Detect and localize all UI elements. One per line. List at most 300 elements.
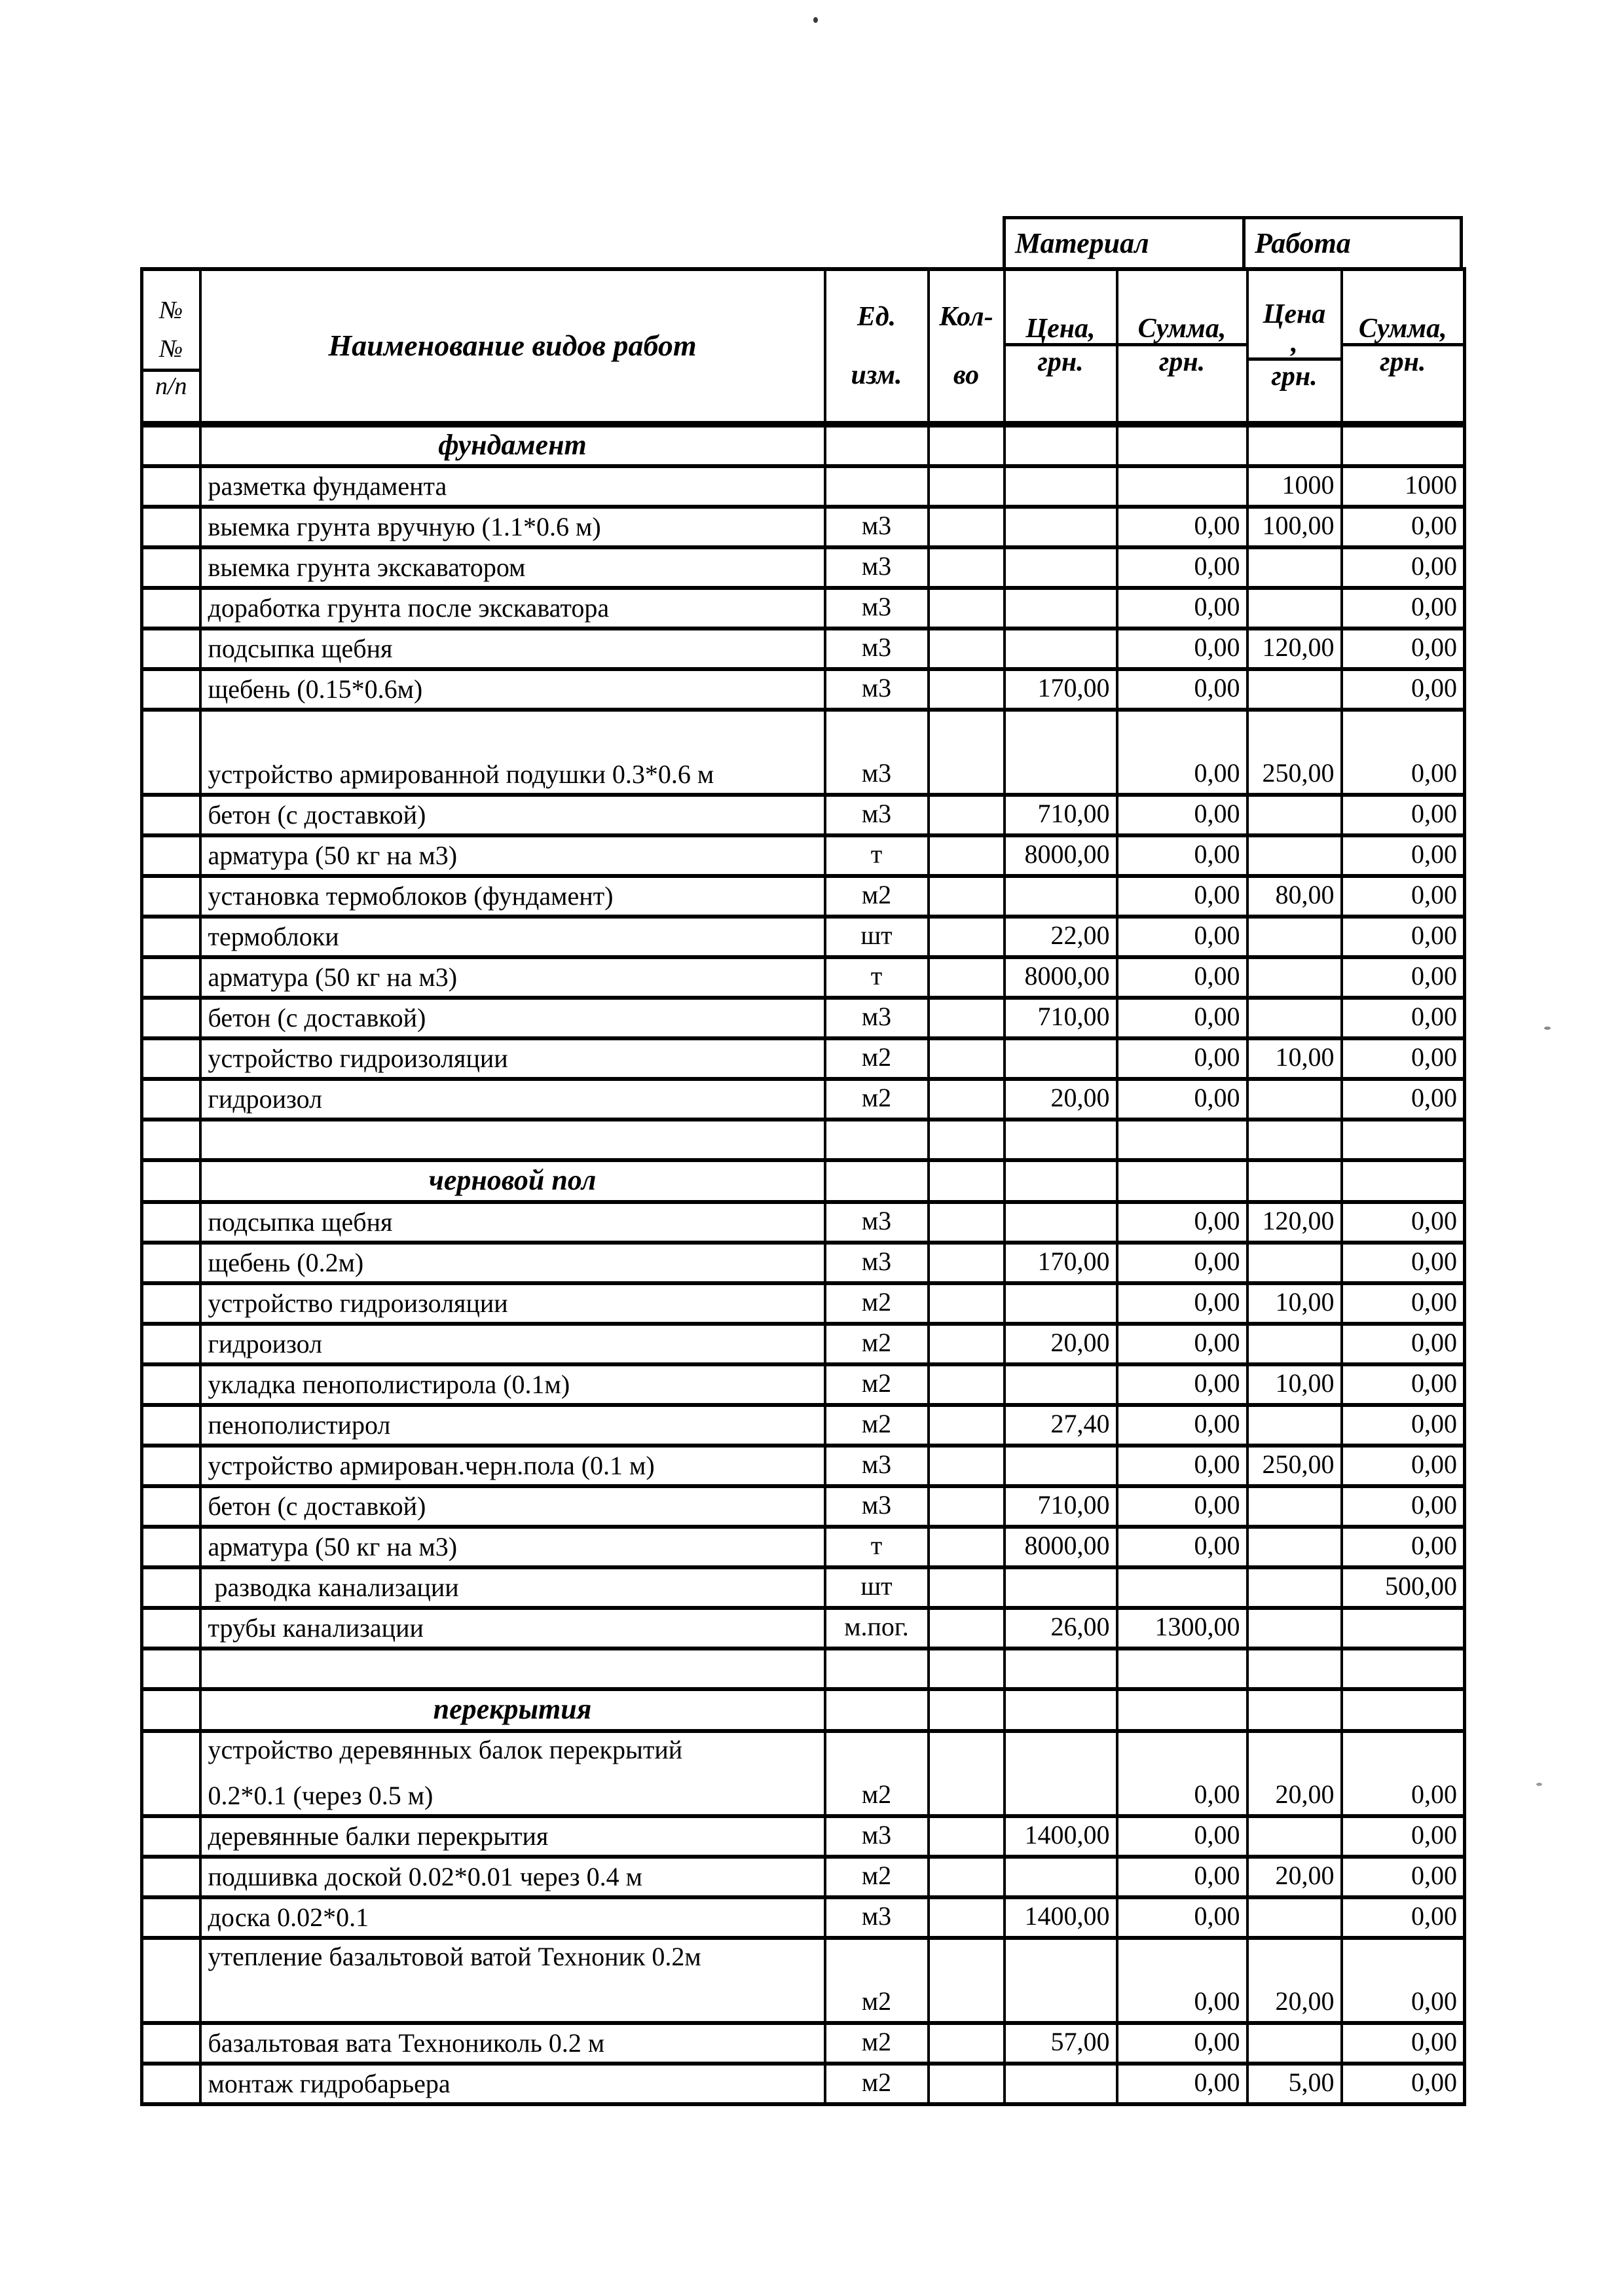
cell-material-sum	[1117, 466, 1247, 507]
cell-name: установка термоблоков (фундамент)	[200, 876, 825, 917]
table-row	[142, 588, 1465, 629]
cell-qty	[929, 1857, 1005, 1897]
table-row	[142, 1567, 1465, 1608]
cell-material-sum: 0,00	[1117, 1243, 1247, 1283]
cell-work-sum: 0,00	[1342, 957, 1465, 998]
cell-name: подсыпка щебня	[200, 1202, 825, 1243]
cell-work-sum: 0,00	[1342, 1857, 1465, 1897]
cell-work-sum: 0,00	[1342, 547, 1465, 588]
cell-material-price	[1005, 629, 1117, 669]
cell-work-price	[1247, 1324, 1342, 1364]
cell-qty	[929, 1202, 1005, 1243]
cell-material-sum: 0,00	[1117, 1897, 1247, 1938]
cell-work-sum: 0,00	[1342, 1038, 1465, 1079]
cell-num	[142, 1405, 200, 1446]
cell-unit: м3	[825, 507, 929, 547]
cell-unit	[825, 1160, 929, 1202]
cell-name: разводка канализации	[200, 1567, 825, 1608]
cell-qty	[929, 2064, 1005, 2104]
cell-material-sum: 0,00	[1117, 1364, 1247, 1405]
scan-speck	[1544, 1027, 1551, 1030]
cell-material-sum: 0,00	[1117, 1079, 1247, 1120]
cell-num	[142, 1527, 200, 1567]
cell-material-price	[1005, 876, 1117, 917]
cell-work-price	[1247, 835, 1342, 876]
cell-material-sum: 0,00	[1117, 835, 1247, 876]
cell-work-sum: 0,00	[1342, 1446, 1465, 1486]
cell-name: монтаж гидробарьера	[200, 2064, 825, 2104]
cell-unit: м3	[825, 1897, 929, 1938]
cell-qty	[929, 1567, 1005, 1608]
table-row	[142, 1938, 1465, 2023]
cell-material-sum	[1117, 1689, 1247, 1731]
cell-num	[142, 547, 200, 588]
cell-num	[142, 1689, 200, 1731]
cell-material-sum: 0,00	[1117, 1527, 1247, 1567]
section-row	[142, 1689, 1465, 1731]
cell-qty	[929, 547, 1005, 588]
scan-speck	[813, 17, 818, 23]
table-row	[142, 917, 1465, 957]
table-row	[142, 1202, 1465, 1243]
cell-unit: т	[825, 957, 929, 998]
cell-work-price	[1247, 917, 1342, 957]
table-row	[142, 507, 1465, 547]
cell-material-sum: 0,00	[1117, 2064, 1247, 2104]
cell-material-sum	[1117, 1649, 1247, 1689]
cell-material-price	[1005, 507, 1117, 547]
cell-qty	[929, 1527, 1005, 1567]
cell-work-sum: 0,00	[1342, 710, 1465, 795]
cell-material-price: 710,00	[1005, 795, 1117, 835]
cell-num	[142, 424, 200, 466]
cell-work-sum: 1000	[1342, 466, 1465, 507]
header-material-sum: Сумма, грн.	[1117, 269, 1247, 424]
cell-name: трубы канализации	[200, 1608, 825, 1649]
cell-material-sum: 0,00	[1117, 710, 1247, 795]
cell-material-price	[1005, 1120, 1117, 1160]
cell-material-sum: 0,00	[1117, 588, 1247, 629]
cell-name: устройство гидроизоляции	[200, 1038, 825, 1079]
cell-qty	[929, 710, 1005, 795]
cell-work-price	[1247, 1486, 1342, 1527]
cell-qty	[929, 1446, 1005, 1486]
table-row	[142, 2064, 1465, 2104]
cell-material-sum: 0,00	[1117, 1283, 1247, 1324]
cell-work-price	[1247, 1079, 1342, 1120]
cell-qty	[929, 876, 1005, 917]
cell-material-price: 57,00	[1005, 2023, 1117, 2064]
cell-work-sum: 0,00	[1342, 1897, 1465, 1938]
cell-unit: м2	[825, 2023, 929, 2064]
cell-work-sum: 0,00	[1342, 1364, 1465, 1405]
cell-name: арматура (50 кг на м3)	[200, 1527, 825, 1567]
cell-unit	[825, 1649, 929, 1689]
cell-work-price	[1247, 669, 1342, 710]
cell-unit: м3	[825, 710, 929, 795]
table-row	[142, 1324, 1465, 1364]
cell-name: арматура (50 кг на м3)	[200, 835, 825, 876]
cell-num	[142, 2064, 200, 2104]
cell-work-sum: 0,00	[1342, 1938, 1465, 2023]
cell-work-price	[1247, 1897, 1342, 1938]
cell-name: пенополистирол	[200, 1405, 825, 1446]
cell-work-sum: 0,00	[1342, 507, 1465, 547]
cell-num	[142, 1038, 200, 1079]
cell-unit	[825, 1120, 929, 1160]
cell-material-sum: 0,00	[1117, 629, 1247, 669]
cell-material-price: 170,00	[1005, 669, 1117, 710]
cell-work-price	[1247, 588, 1342, 629]
cell-name: утепление базальтовой ватой Техноник 0.2м	[200, 1938, 825, 2023]
cell-name: гидроизол	[200, 1324, 825, 1364]
cell-num	[142, 1897, 200, 1938]
cell-material-price	[1005, 424, 1117, 466]
cell-unit: м2	[825, 1405, 929, 1446]
cell-work-price	[1247, 1816, 1342, 1857]
cell-work-sum	[1342, 1160, 1465, 1202]
table-row	[142, 1364, 1465, 1405]
cell-material-price	[1005, 1689, 1117, 1731]
cell-work-sum: 500,00	[1342, 1567, 1465, 1608]
cell-num	[142, 876, 200, 917]
cell-work-price: 120,00	[1247, 1202, 1342, 1243]
cell-num	[142, 466, 200, 507]
cell-material-price: 710,00	[1005, 1486, 1117, 1527]
cell-work-sum: 0,00	[1342, 1816, 1465, 1857]
cell-qty	[929, 1486, 1005, 1527]
cell-name: бетон (с доставкой)	[200, 1486, 825, 1527]
cell-work-sum: 0,00	[1342, 1283, 1465, 1324]
cell-qty	[929, 669, 1005, 710]
cell-material-price: 20,00	[1005, 1324, 1117, 1364]
cell-unit	[825, 466, 929, 507]
cell-material-price: 710,00	[1005, 998, 1117, 1038]
cell-num	[142, 1731, 200, 1816]
table-row	[142, 1897, 1465, 1938]
cell-work-price	[1247, 424, 1342, 466]
cell-unit: м3	[825, 1816, 929, 1857]
cell-qty	[929, 507, 1005, 547]
table-row	[142, 876, 1465, 917]
cell-name: гидроизол	[200, 1079, 825, 1120]
cell-work-price	[1247, 957, 1342, 998]
header-material-price: Цена, грн.	[1005, 269, 1117, 424]
table-row	[142, 466, 1465, 507]
cell-material-price: 1400,00	[1005, 1897, 1117, 1938]
cell-qty	[929, 998, 1005, 1038]
cell-qty	[929, 1608, 1005, 1649]
cell-work-sum: 0,00	[1342, 1243, 1465, 1283]
cell-work-price	[1247, 795, 1342, 835]
cell-name: подшивка доской 0.02*0.01 через 0.4 м	[200, 1857, 825, 1897]
cell-name: базальтовая вата Технониколь 0.2 м	[200, 2023, 825, 2064]
cell-num	[142, 1446, 200, 1486]
section-title: перекрытия	[200, 1689, 825, 1731]
cell-num	[142, 1649, 200, 1689]
cell-name: разметка фундамента	[200, 466, 825, 507]
work-group-header: Работа	[1246, 216, 1463, 267]
estimate-table-sheet	[140, 216, 1463, 2106]
cell-name: бетон (с доставкой)	[200, 998, 825, 1038]
table-row	[142, 1038, 1465, 1079]
cell-qty	[929, 1324, 1005, 1364]
cell-work-sum: 0,00	[1342, 2023, 1465, 2064]
cell-num	[142, 669, 200, 710]
cell-work-price	[1247, 1567, 1342, 1608]
cell-material-price	[1005, 1160, 1117, 1202]
cell-qty	[929, 1405, 1005, 1446]
cell-qty	[929, 1731, 1005, 1816]
cell-work-sum: 0,00	[1342, 835, 1465, 876]
cell-qty	[929, 2023, 1005, 2064]
cell-material-price: 8000,00	[1005, 835, 1117, 876]
cell-work-price	[1247, 1689, 1342, 1731]
cell-name: доработка грунта после экскаватора	[200, 588, 825, 629]
cell-name: термоблоки	[200, 917, 825, 957]
row-number-pp: п/п	[155, 372, 187, 400]
cell-num	[142, 1202, 200, 1243]
cell-unit: м2	[825, 876, 929, 917]
cell-material-sum: 0,00	[1117, 2023, 1247, 2064]
cell-qty	[929, 629, 1005, 669]
cell-material-sum: 0,00	[1117, 1731, 1247, 1816]
cell-material-sum: 0,00	[1117, 507, 1247, 547]
cell-work-sum: 0,00	[1342, 629, 1465, 669]
cell-unit: м3	[825, 998, 929, 1038]
cell-work-price: 10,00	[1247, 1283, 1342, 1324]
cell-num	[142, 917, 200, 957]
cell-work-sum: 0,00	[1342, 669, 1465, 710]
cell-work-price: 250,00	[1247, 710, 1342, 795]
cell-material-price	[1005, 1283, 1117, 1324]
cell-material-price: 170,00	[1005, 1243, 1117, 1283]
cell-material-price	[1005, 1202, 1117, 1243]
cell-material-sum	[1117, 424, 1247, 466]
cell-name: щебень (0.2м)	[200, 1243, 825, 1283]
cell-material-price	[1005, 1938, 1117, 2023]
cell-qty	[929, 1283, 1005, 1324]
cell-work-sum	[1342, 1649, 1465, 1689]
cell-unit: м3	[825, 1486, 929, 1527]
cell-work-price: 250,00	[1247, 1446, 1342, 1486]
cell-name: устройство армированной подушки 0.3*0.6 м	[200, 710, 825, 795]
table-row	[142, 669, 1465, 710]
table-row	[142, 1079, 1465, 1120]
cell-material-price	[1005, 466, 1117, 507]
cell-name: укладка пенополистирола (0.1м)	[200, 1364, 825, 1405]
table-row	[142, 1283, 1465, 1324]
cell-num	[142, 1567, 200, 1608]
cell-work-sum: 0,00	[1342, 1324, 1465, 1364]
cell-material-sum: 1300,00	[1117, 1608, 1247, 1649]
cell-unit: м3	[825, 669, 929, 710]
section-title: черновой пол	[200, 1160, 825, 1202]
cell-num	[142, 2023, 200, 2064]
cell-qty	[929, 1649, 1005, 1689]
cell-unit: м3	[825, 1202, 929, 1243]
table-row	[142, 1486, 1465, 1527]
cell-num	[142, 1160, 200, 1202]
section-row	[142, 424, 1465, 466]
cell-num	[142, 1079, 200, 1120]
table-row	[142, 1405, 1465, 1446]
cell-name: щебень (0.15*0.6м)	[200, 669, 825, 710]
scan-speck	[1536, 1783, 1542, 1786]
table-row	[142, 1608, 1465, 1649]
cell-work-price: 120,00	[1247, 629, 1342, 669]
cell-material-sum: 0,00	[1117, 1446, 1247, 1486]
cell-unit: м2	[825, 1857, 929, 1897]
cell-unit: м3	[825, 588, 929, 629]
cell-name	[200, 1120, 825, 1160]
cell-unit: м2	[825, 1364, 929, 1405]
cell-work-sum: 0,00	[1342, 1731, 1465, 1816]
cell-num	[142, 1857, 200, 1897]
cell-name: бетон (с доставкой)	[200, 795, 825, 835]
cell-material-sum: 0,00	[1117, 669, 1247, 710]
estimate-table	[140, 267, 1466, 2106]
cell-material-sum	[1117, 1160, 1247, 1202]
cell-qty	[929, 1079, 1005, 1120]
cell-work-price: 10,00	[1247, 1364, 1342, 1405]
cell-material-price: 1400,00	[1005, 1816, 1117, 1857]
cell-num	[142, 1364, 200, 1405]
cell-material-sum: 0,00	[1117, 876, 1247, 917]
table-row	[142, 1816, 1465, 1857]
cell-work-sum: 0,00	[1342, 1079, 1465, 1120]
cell-material-price	[1005, 1857, 1117, 1897]
cell-material-sum: 0,00	[1117, 1938, 1247, 2023]
cell-qty	[929, 795, 1005, 835]
header-unit: Ед. изм.	[825, 269, 929, 424]
cell-material-price: 27,40	[1005, 1405, 1117, 1446]
cell-work-sum	[1342, 1689, 1465, 1731]
cell-name	[200, 1649, 825, 1689]
cell-name: устройство гидроизоляции	[200, 1283, 825, 1324]
cell-unit: шт	[825, 917, 929, 957]
cell-unit: м2	[825, 1038, 929, 1079]
cell-work-price: 20,00	[1247, 1938, 1342, 2023]
empty-row	[142, 1120, 1465, 1160]
cell-unit: м2	[825, 1079, 929, 1120]
cell-material-sum: 0,00	[1117, 1816, 1247, 1857]
cell-qty	[929, 1160, 1005, 1202]
cell-unit: м3	[825, 795, 929, 835]
cell-material-price: 8000,00	[1005, 1527, 1117, 1567]
cell-unit: м2	[825, 1283, 929, 1324]
cell-unit: т	[825, 1527, 929, 1567]
cell-work-price	[1247, 998, 1342, 1038]
cell-qty	[929, 835, 1005, 876]
cell-unit: м3	[825, 1243, 929, 1283]
cell-material-sum: 0,00	[1117, 1038, 1247, 1079]
cell-name: устройство деревянных балок перекрытий 0.2*0.1 (через 0.5 м)	[200, 1731, 825, 1816]
section-row	[142, 1160, 1465, 1202]
table-row	[142, 1731, 1465, 1816]
cell-name: подсыпка щебня	[200, 629, 825, 669]
cell-qty	[929, 1897, 1005, 1938]
cell-material-price	[1005, 588, 1117, 629]
cell-material-price	[1005, 1567, 1117, 1608]
cell-work-price: 20,00	[1247, 1857, 1342, 1897]
cell-name: выемка грунта вручную (1.1*0.6 м)	[200, 507, 825, 547]
cell-material-price: 26,00	[1005, 1608, 1117, 1649]
cell-unit	[825, 424, 929, 466]
cell-material-price: 20,00	[1005, 1079, 1117, 1120]
cell-unit	[825, 1689, 929, 1731]
cell-num	[142, 1324, 200, 1364]
cell-qty	[929, 424, 1005, 466]
material-group-header: Материал	[1003, 216, 1246, 267]
cell-unit: т	[825, 835, 929, 876]
cell-material-sum: 0,00	[1117, 998, 1247, 1038]
cell-unit: шт	[825, 1567, 929, 1608]
cell-num	[142, 1120, 200, 1160]
table-body	[142, 424, 1465, 2104]
cell-unit: м2	[825, 1938, 929, 2023]
table-row	[142, 1446, 1465, 1486]
cell-work-price: 100,00	[1247, 507, 1342, 547]
cell-work-price	[1247, 1608, 1342, 1649]
cell-work-sum: 0,00	[1342, 588, 1465, 629]
cell-material-sum	[1117, 1120, 1247, 1160]
cell-unit: м2	[825, 1731, 929, 1816]
cell-work-price: 20,00	[1247, 1731, 1342, 1816]
table-row	[142, 547, 1465, 588]
cell-qty	[929, 466, 1005, 507]
cell-work-sum: 0,00	[1342, 917, 1465, 957]
cell-qty	[929, 1938, 1005, 2023]
cell-work-price	[1247, 1160, 1342, 1202]
cell-material-price	[1005, 1364, 1117, 1405]
table-row	[142, 998, 1465, 1038]
cell-unit: м.пог.	[825, 1608, 929, 1649]
cell-num	[142, 1486, 200, 1527]
cell-work-sum	[1342, 1608, 1465, 1649]
cell-unit: м2	[825, 2064, 929, 2104]
cell-material-sum: 0,00	[1117, 1324, 1247, 1364]
cell-work-sum: 0,00	[1342, 1527, 1465, 1567]
cell-material-sum	[1117, 1567, 1247, 1608]
table-row	[142, 2023, 1465, 2064]
cell-work-sum	[1342, 1120, 1465, 1160]
cell-work-sum: 0,00	[1342, 876, 1465, 917]
cell-material-price: 22,00	[1005, 917, 1117, 957]
table-header	[142, 269, 1465, 424]
cell-qty	[929, 1364, 1005, 1405]
table-row	[142, 957, 1465, 998]
cell-unit: м3	[825, 1446, 929, 1486]
cell-work-sum	[1342, 424, 1465, 466]
cell-material-sum: 0,00	[1117, 1486, 1247, 1527]
cell-material-price	[1005, 1731, 1117, 1816]
cell-material-sum: 0,00	[1117, 1202, 1247, 1243]
cell-qty	[929, 917, 1005, 957]
cell-material-sum: 0,00	[1117, 795, 1247, 835]
cell-work-sum: 0,00	[1342, 2064, 1465, 2104]
cell-material-price	[1005, 547, 1117, 588]
header-row-number	[142, 269, 200, 424]
cell-num	[142, 1283, 200, 1324]
cell-material-sum: 0,00	[1117, 1857, 1247, 1897]
cell-num	[142, 835, 200, 876]
header-work-name: Наименование видов работ	[200, 269, 825, 424]
cell-work-price	[1247, 2023, 1342, 2064]
cell-material-sum: 0,00	[1117, 917, 1247, 957]
cell-name: арматура (50 кг на м3)	[200, 957, 825, 998]
cell-num	[142, 588, 200, 629]
